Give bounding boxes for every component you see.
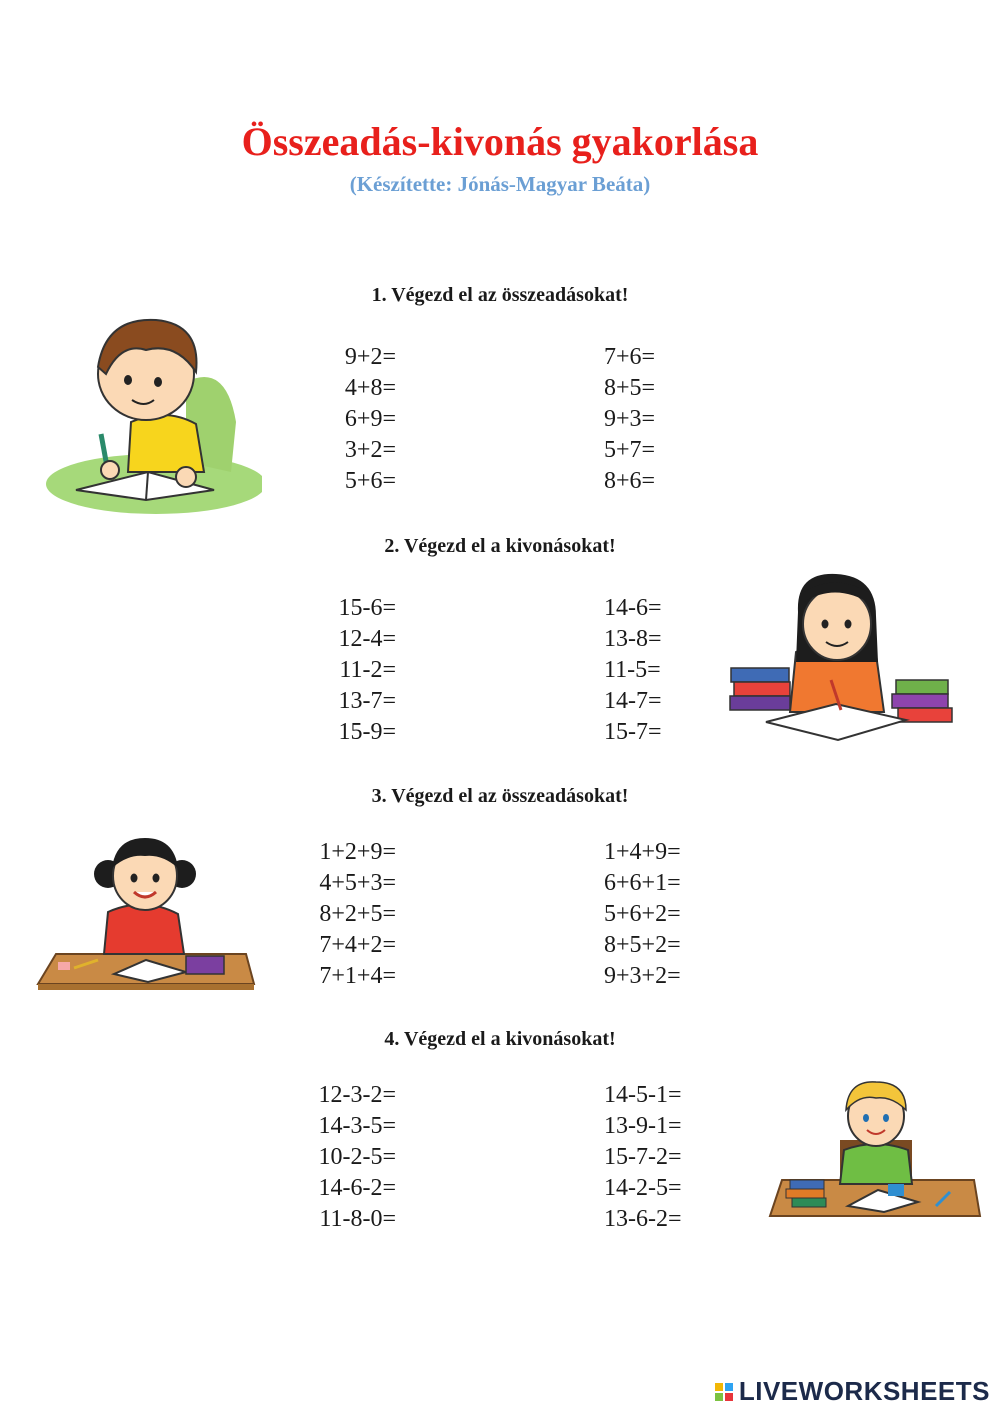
exercise: 14-6= [604, 595, 662, 621]
exercise: 15-7= [604, 719, 662, 745]
right-column [604, 837, 681, 992]
right-column [604, 593, 662, 748]
exercise: 11-2= [339, 657, 396, 683]
section-heading: 1. Végezd el az összeadásokat! [371, 284, 629, 306]
exercise: 6+6+1= [604, 870, 681, 896]
exercise: 7+4+2= [319, 932, 396, 958]
section-heading: 3. Végezd el az összeadásokat! [371, 785, 629, 807]
exercise: 11-8-0= [319, 1206, 396, 1232]
girl-with-books-illustration [726, 572, 956, 752]
right-column [604, 342, 655, 497]
page-subtitle: (Készítette: Jónás-Magyar Beáta) [349, 172, 651, 196]
left-column [338, 593, 396, 748]
logo-square [715, 1393, 723, 1401]
exercise: 10-2-5= [318, 1144, 396, 1170]
exercise: 14-2-5= [604, 1175, 682, 1201]
exercise: 4+8= [344, 375, 396, 401]
exercise: 1+4+9= [604, 839, 681, 865]
exercise: 12-3-2= [318, 1082, 396, 1108]
left-column [318, 1080, 396, 1235]
left-column [319, 837, 396, 992]
liveworksheets-logo-icon [715, 1383, 733, 1401]
exercise: 8+5+2= [604, 932, 681, 958]
section-heading: 4. Végezd el a kivonásokat! [384, 1028, 616, 1050]
logo-square [715, 1383, 723, 1391]
boy-at-desk-illustration [768, 1080, 982, 1220]
exercise: 14-5-1= [604, 1082, 682, 1108]
exercise: 12-4= [338, 626, 396, 652]
exercise: 13-8= [604, 626, 662, 652]
exercise: 7+1+4= [319, 963, 396, 989]
exercise: 5+6+2= [604, 901, 681, 927]
exercise: 3+2= [344, 437, 396, 463]
exercise: 7+6= [604, 344, 656, 370]
page-title: Összeadás-kivonás gyakorlása [241, 119, 759, 164]
boy-writing-illustration [36, 312, 262, 517]
exercise: 14-7= [604, 688, 662, 714]
exercise: 15-7-2= [604, 1144, 682, 1170]
exercise: 14-6-2= [318, 1175, 396, 1201]
logo-square [725, 1393, 733, 1401]
section-heading: 2. Végezd el a kivonásokat! [384, 535, 616, 557]
exercise: 6+9= [344, 406, 396, 432]
exercise: 11-5= [604, 657, 661, 683]
liveworksheets-brand [715, 1376, 990, 1407]
left-column [345, 342, 396, 497]
exercise: 5+7= [604, 437, 656, 463]
exercise: 9+3+2= [604, 963, 681, 989]
exercise: 9+2= [344, 344, 396, 370]
exercise: 15-6= [338, 595, 396, 621]
exercise: 8+5= [604, 375, 656, 401]
exercise: 9+3= [604, 406, 656, 432]
exercise: 14-3-5= [318, 1113, 396, 1139]
exercise: 1+2+9= [319, 839, 396, 865]
logo-square [725, 1383, 733, 1391]
exercise: 5+6= [344, 468, 396, 494]
exercise: 13-6-2= [604, 1206, 682, 1232]
exercise: 8+2+5= [319, 901, 396, 927]
exercise: 13-7= [338, 688, 396, 714]
exercise: 13-9-1= [604, 1113, 682, 1139]
girl-at-desk-illustration [36, 834, 258, 992]
exercise: 8+6= [604, 468, 656, 494]
exercise: 15-9= [338, 719, 396, 745]
brand-name: LIVEWORKSHEETS [738, 1376, 990, 1406]
right-column [604, 1080, 682, 1235]
exercise: 4+5+3= [319, 870, 396, 896]
